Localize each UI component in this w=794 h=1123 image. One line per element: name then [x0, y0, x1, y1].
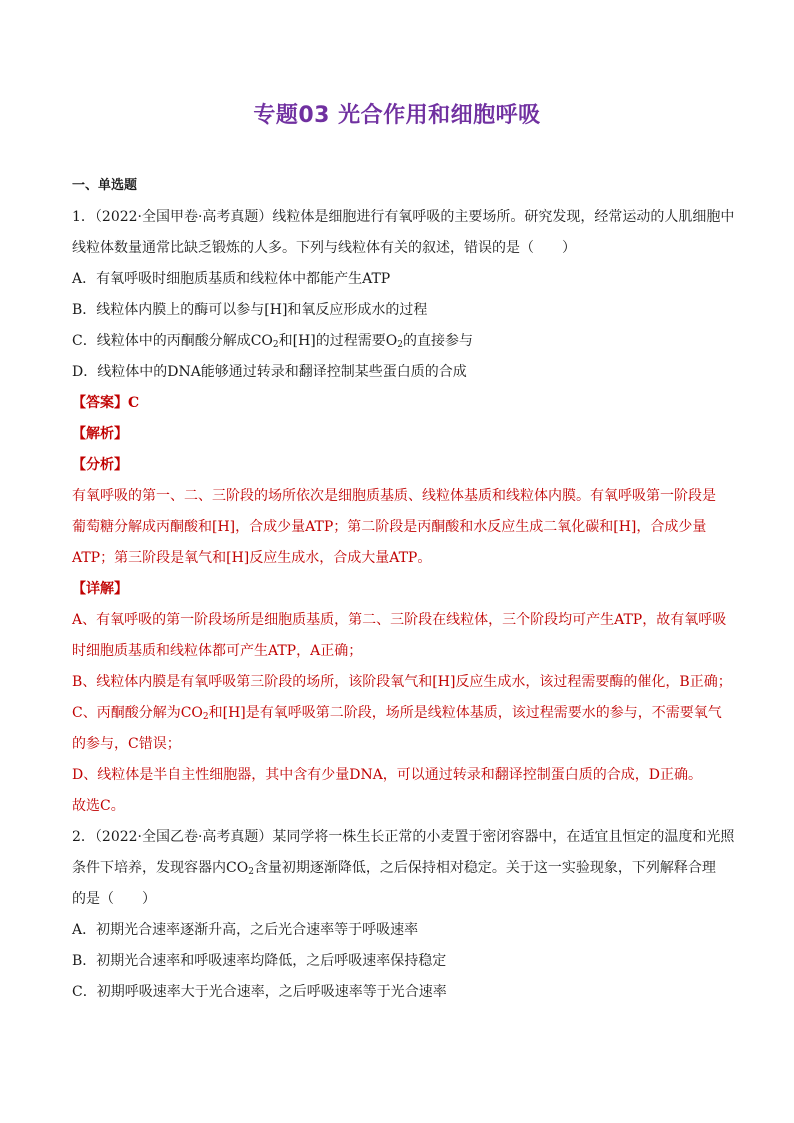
q1-option-c — [72, 331, 732, 351]
page-title: 专题03 光合作用和细胞呼吸 — [253, 103, 541, 128]
q1-option-b: B．线粒体内膜上的酶可以参与[H]和氧反应形成水的过程 — [72, 302, 428, 318]
fenxi-label: 【分析】 — [72, 457, 128, 473]
q2-stem-line3: 的是（ ） — [72, 891, 156, 907]
detail-b: B、线粒体内膜是有氧呼吸第三阶段的场所，该阶段氧气和[H]反应生成水，该过程需要酶的催化，B正确； — [72, 674, 732, 690]
q1-option-c-text-2: 和[H]的过程需要O — [278, 333, 398, 349]
q1-option-c-text-1: C．线粒体中的丙酮酸分解成CO — [72, 333, 273, 349]
q2-option-b: B．初期光合速率和呼吸速率均降低，之后呼吸速率保持稳定 — [72, 953, 447, 969]
q2-stem-line1: 2．（2022·全国乙卷·高考真题）某同学将一株生长正常的小麦置于密闭容器中，在适宜且恒定的温度和光照 — [72, 829, 735, 845]
detail-c-line2: 的参与，C错误； — [72, 736, 181, 752]
detail-c-text-1: C、丙酮酸分解为CO — [72, 705, 203, 721]
q2-stem-line2 — [72, 858, 732, 878]
q1-option-c-text-3: 的直接参与 — [403, 333, 473, 349]
q1-option-d: D．线粒体中的DNA能够通过转录和翻译控制某些蛋白质的合成 — [72, 364, 467, 380]
q2-stem-text-2: 含量初期逐渐降低，之后保持相对稳定。关于这一实验现象，下列解释合理 — [253, 860, 716, 876]
analysis-line1: 有氧呼吸的第一、二、三阶段的场所依次是细胞质基质、线粒体基质和线粒体内膜。有氧呼吸第一阶段是 — [72, 488, 716, 504]
detail-c-sub: 2 — [202, 712, 209, 722]
q1-option-c-sub-1: 2 — [272, 340, 279, 350]
q2-option-a: A．初期光合速率逐渐升高，之后光合速率等于呼吸速率 — [72, 922, 419, 938]
xiangjie-label: 【详解】 — [72, 581, 128, 597]
q2-option-c: C．初期呼吸速率大于光合速率，之后呼吸速率等于光合速率 — [72, 984, 447, 1000]
answer-label: 【答案】C — [72, 395, 140, 411]
q1-stem-line1: 1．（2022·全国甲卷·高考真题）线粒体是细胞进行有氧呼吸的主要场所。研究发现，经常运动的人肌细胞中 — [72, 209, 735, 225]
detail-a-line2: 时细胞质基质和线粒体都可产生ATP，A正确； — [72, 643, 363, 659]
q2-stem-text-1: 条件下培养，发现容器内CO — [72, 860, 249, 876]
q1-option-c-sub-2: 2 — [397, 340, 403, 350]
detail-c-text-2: 和[H]是有氧呼吸第二阶段，场所是线粒体基质，该过程需要水的参与，不需要氧气 — [208, 705, 722, 721]
analysis-line2: 葡萄糖分解成丙酮酸和[H]，合成少量ATP；第二阶段是丙酮酸和水反应生成二氧化碳和[H]，合成少量 — [72, 519, 707, 535]
analysis-line3: ATP；第三阶段是氧气和[H]反应生成水，合成大量ATP。 — [72, 550, 432, 566]
jiexi-label: 【解析】 — [72, 426, 128, 442]
q1-option-a: A．有氧呼吸时细胞质基质和线粒体中都能产生ATP — [72, 271, 391, 287]
detail-a-line1: A、有氧呼吸的第一阶段场所是细胞质基质，第二、三阶段在线粒体，三个阶段均可产生ATP，故有氧呼吸 — [72, 612, 727, 628]
detail-c-line1 — [72, 703, 732, 723]
q2-stem-sub: 2 — [248, 867, 254, 877]
section-heading: 一、单选题 — [72, 178, 138, 193]
q1-stem-line2: 线粒体数量通常比缺乏锻炼的人多。下列与线粒体有关的叙述，错误的是（ ） — [72, 240, 576, 256]
detail-d: D、线粒体是半自主性细胞器，其中含有少量DNA，可以通过转录和翻译控制蛋白质的合成，D正确。 — [72, 767, 703, 783]
conclusion: 故选C。 — [72, 798, 125, 814]
